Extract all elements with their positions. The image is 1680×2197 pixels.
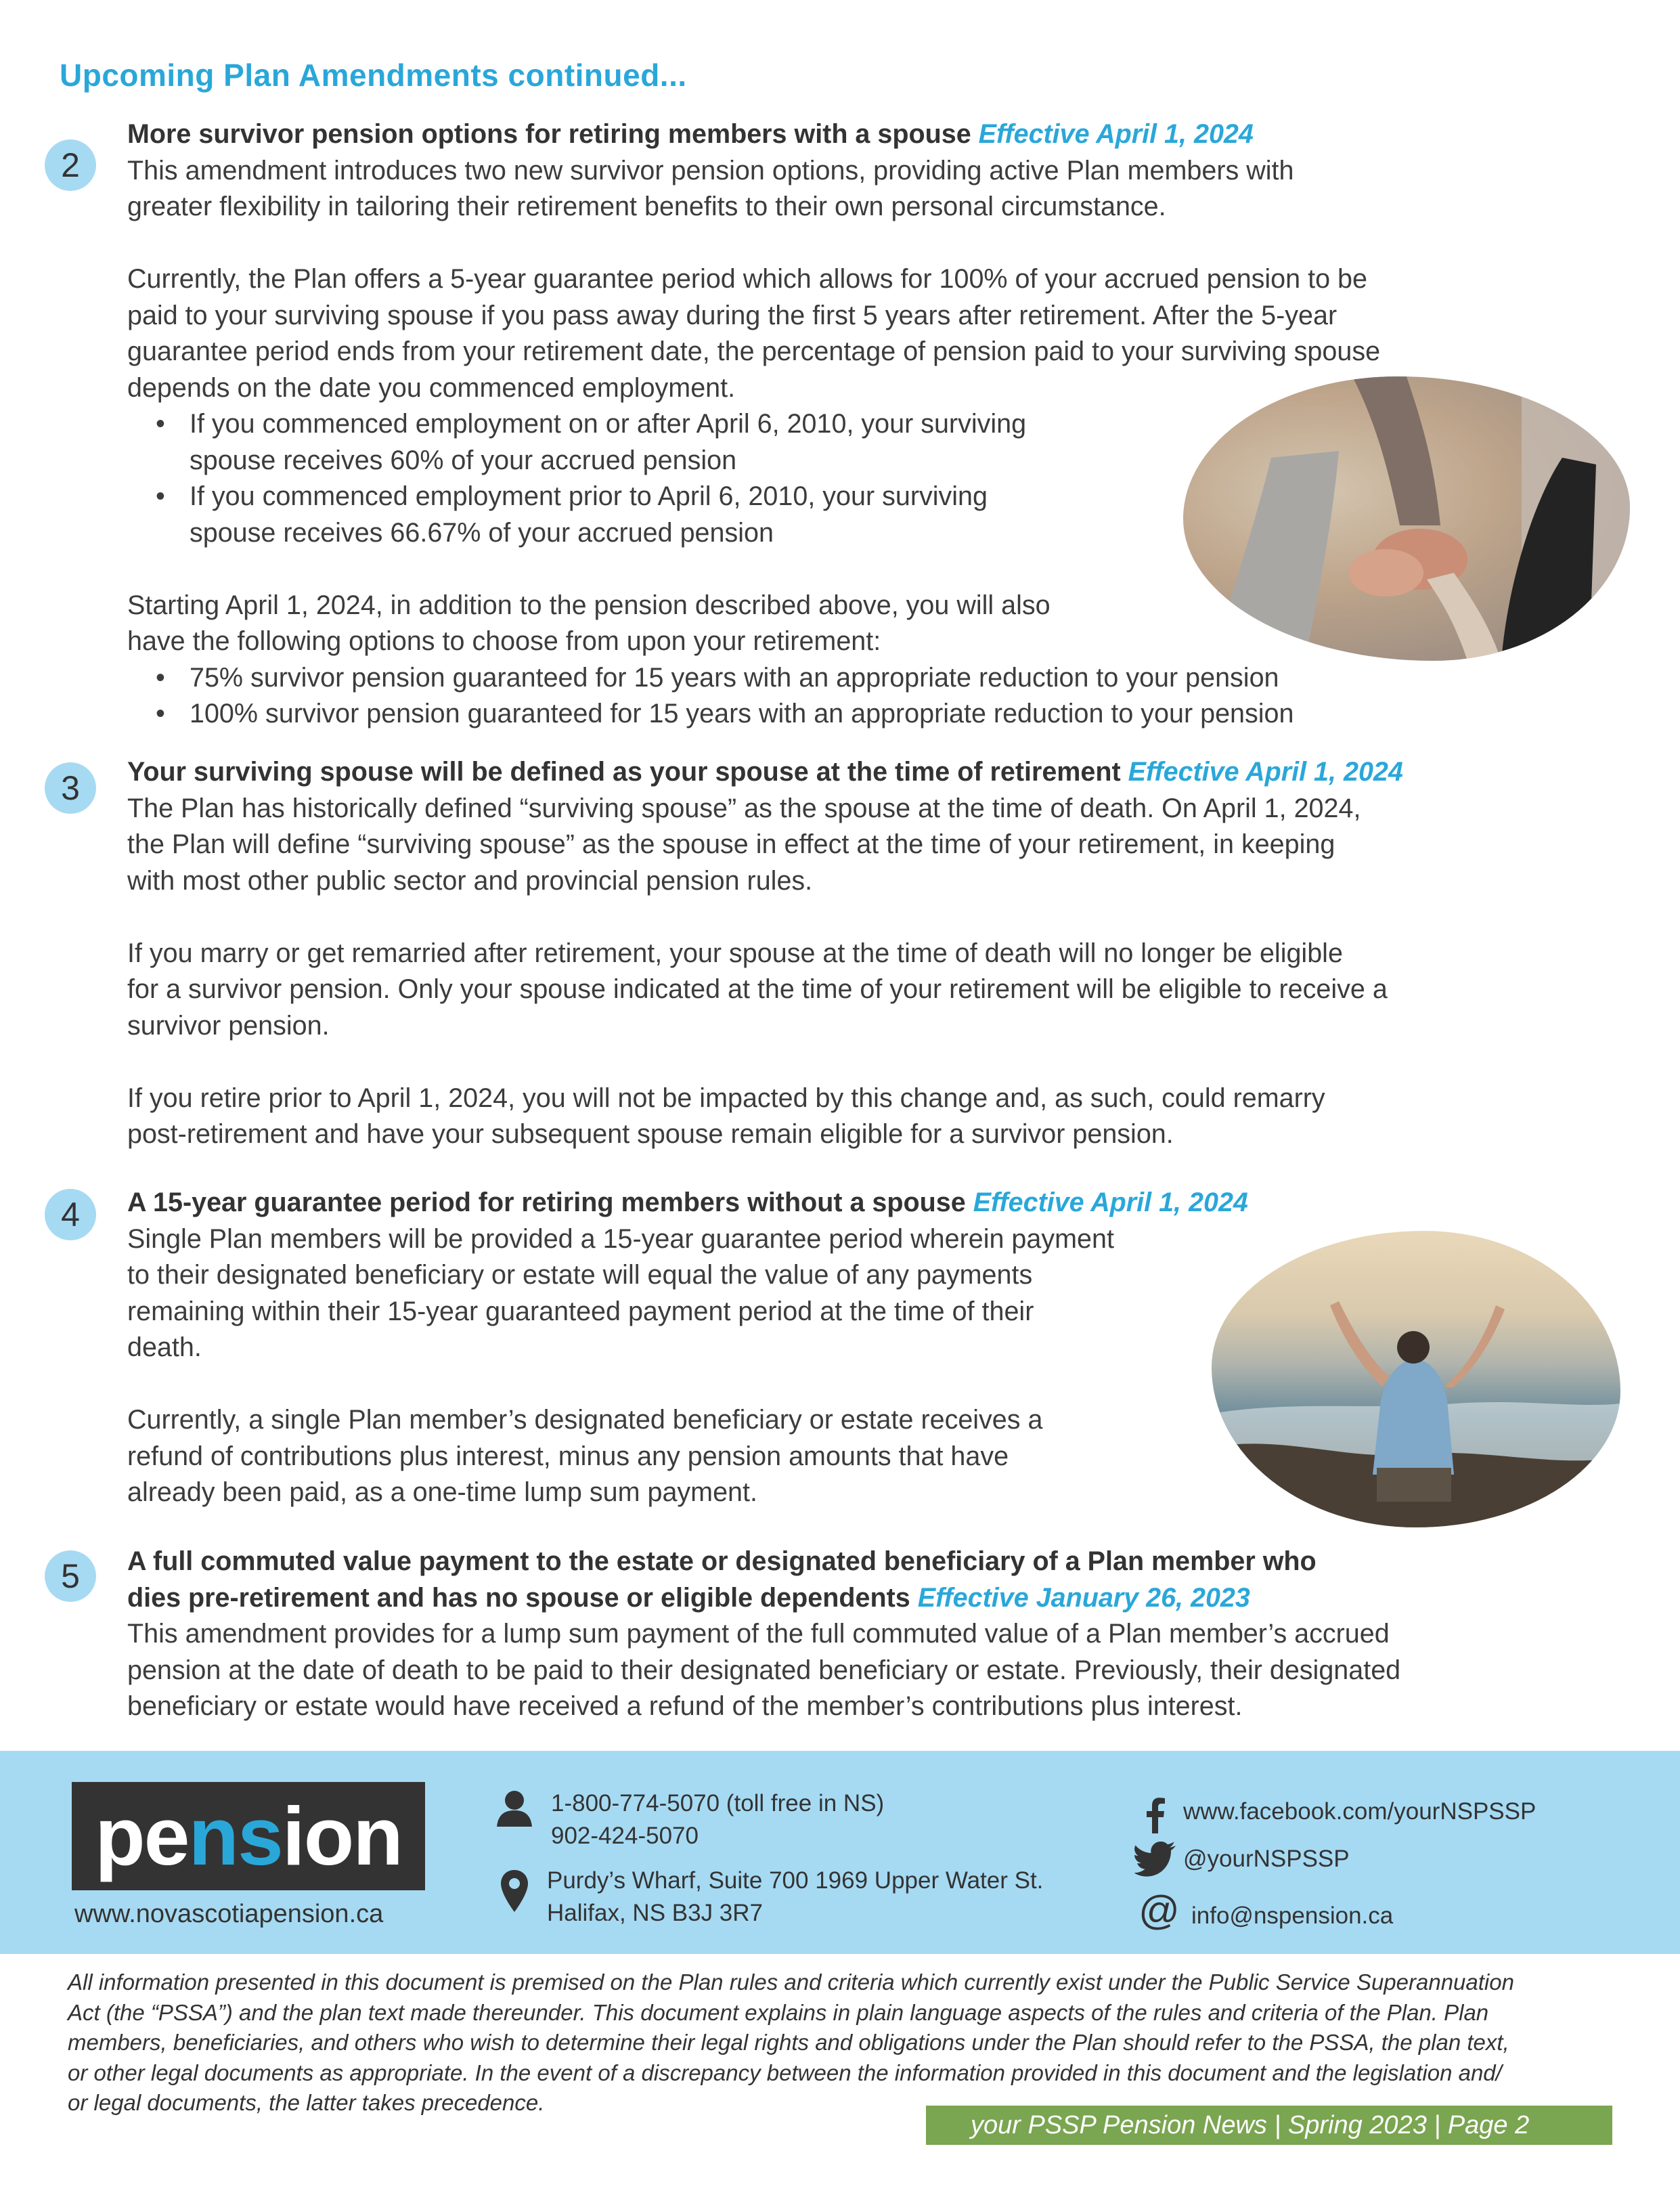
phone-local: 902-424-5070: [551, 1823, 699, 1849]
section-number-3: 3: [45, 762, 96, 814]
section-3: [127, 754, 1630, 1153]
section-4-heading: A 15-year guarantee period for retiring members without a spouse Effective April 1, 2024: [127, 1188, 1248, 1217]
page-heading: Upcoming Plan Amendments continued...: [60, 58, 687, 93]
section-4-paragraph: Currently, a single Plan member’s designated beneficiary or estate receives a refund of contributions plus interest, minus any pension amounts that have already been paid, as a one-time lump sum payment.: [127, 1405, 1043, 1507]
section-2-heading: More survivor pension options for retiring members with a spouse Effective April 1, 2024: [127, 119, 1254, 149]
section-5: [127, 1544, 1643, 1725]
section-5-heading: A full commuted value payment to the estate or designated beneficiary of a Plan member who dies pre-retirement and has no spouse or eligible dependents Effective January 26, 2023: [127, 1546, 1317, 1613]
website-link[interactable]: www.novascotiapension.ca: [74, 1900, 384, 1928]
phone-toll-free: 1-800-774-5070 (toll free in NS): [551, 1790, 885, 1817]
section-3-heading: Your surviving spouse will be defined as your spouse at the time of retirement Effective April 1, 2024: [127, 757, 1403, 787]
section-2-paragraph: Starting April 1, 2024, in addition to the pension described above, you will also have the following options to choose from upon your retirement:: [127, 590, 1051, 656]
section-number-4: 4: [45, 1189, 96, 1240]
phone-numbers: [551, 1787, 884, 1852]
section-3-paragraph: If you retire prior to April 1, 2024, you will not be impacted by this change and, as such, could remarry post-retirement and have your subsequent spouse remain eligible for a survivor pension.: [127, 1083, 1325, 1149]
list-item: • If you commenced employment on or after April 6, 2010, your surviving spouse receives 60% of your accrued pension: [127, 406, 1630, 479]
section-number-2: 2: [45, 139, 96, 191]
at-sign-icon: @: [1139, 1888, 1180, 1933]
twitter-icon: [1134, 1842, 1176, 1880]
section-2-paragraph: This amendment introduces two new survivor pension options, providing active Plan members with greater flexibility in tailoring their retirement benefits to their own personal circumstance.: [127, 155, 1294, 221]
facebook-icon: [1145, 1797, 1166, 1837]
section-5-paragraph: This amendment provides for a lump sum payment of the full commuted value of a Plan member’s accrued pension at the date of death to be paid to their designated beneficiary or estate. Previously, their designated beneficiary or estate would have received a refund of the member’s contributions plus interest.: [127, 1619, 1401, 1721]
twitter-link[interactable]: @yourNSPSSP: [1183, 1846, 1350, 1872]
address-line-2: Halifax, NS B3J 3R7: [547, 1900, 764, 1926]
list-item: • 75% survivor pension guaranteed for 15 years with an appropriate reduction to your pension: [127, 660, 1630, 697]
pension-logo: pension: [72, 1782, 425, 1890]
list-item: • 100% survivor pension guaranteed for 15 years with an appropriate reduction to your pension: [127, 696, 1630, 733]
section-3-paragraph: If you marry or get remarried after retirement, your spouse at the time of death will no longer be eligible for a survivor pension. Only your spouse indicated at the time of your retirement will be eligible to receive a survivor pension.: [127, 938, 1388, 1041]
address-line-1: Purdy’s Wharf, Suite 700 1969 Upper Water St.: [547, 1867, 1044, 1894]
section-2-paragraph: Currently, the Plan offers a 5-year guarantee period which allows for 100% of your accrued pension to be paid to your surviving spouse if you pass away during the first 5 years after retirement. After the 5-year guarantee period ends from your retirement date, the percentage of pension paid to your surviving spouse depends on the date you commenced employment.: [127, 264, 1381, 403]
list-item: • If you commenced employment prior to April 6, 2010, your surviving spouse receives 66.67% of your accrued pension: [127, 479, 1630, 551]
facebook-link[interactable]: www.facebook.com/yourNSPSSP: [1183, 1798, 1537, 1825]
location-pin-icon: [500, 1869, 529, 1917]
section-3-paragraph: The Plan has historically defined “surviving spouse” as the spouse at the time of death. On April 1, 2024, the Plan will define “surviving spouse” as the spouse in effect at the time of your retirement, in keeping with most other public sector and provincial pension rules.: [127, 793, 1361, 896]
email-link[interactable]: info@nspension.ca: [1191, 1902, 1394, 1929]
legal-disclaimer: All information presented in this document is premised on the Plan rules and criteria which currently exist under the Public Service Superannuation Act (the “PSSA”) and the plan text made thereunder. This document explains in plain language aspects of the rules and criteria of the Plan. Plan members, beneficiaries, and others who wish to determine their legal rights and obligations under the Plan should refer to the PSSA, the plan text, or other legal documents as appropriate. In the event of a discrepancy between the information provided in this document and the legislation and/ or legal documents, the latter takes precedence.: [68, 1970, 1514, 2115]
bullet-list: [127, 660, 1630, 733]
person-icon: [494, 1787, 535, 1831]
section-4-paragraph: Single Plan members will be provided a 15-year guarantee period wherein payment to their designated beneficiary or estate will equal the value of any payments remaining within their 15-year guaranteed payment period at the time of their death.: [127, 1223, 1114, 1362]
section-number-5: 5: [45, 1550, 96, 1602]
newsletter-page-badge: your PSSP Pension News | Spring 2023 | Page 2: [926, 2106, 1612, 2145]
mailing-address: [547, 1865, 1043, 1930]
